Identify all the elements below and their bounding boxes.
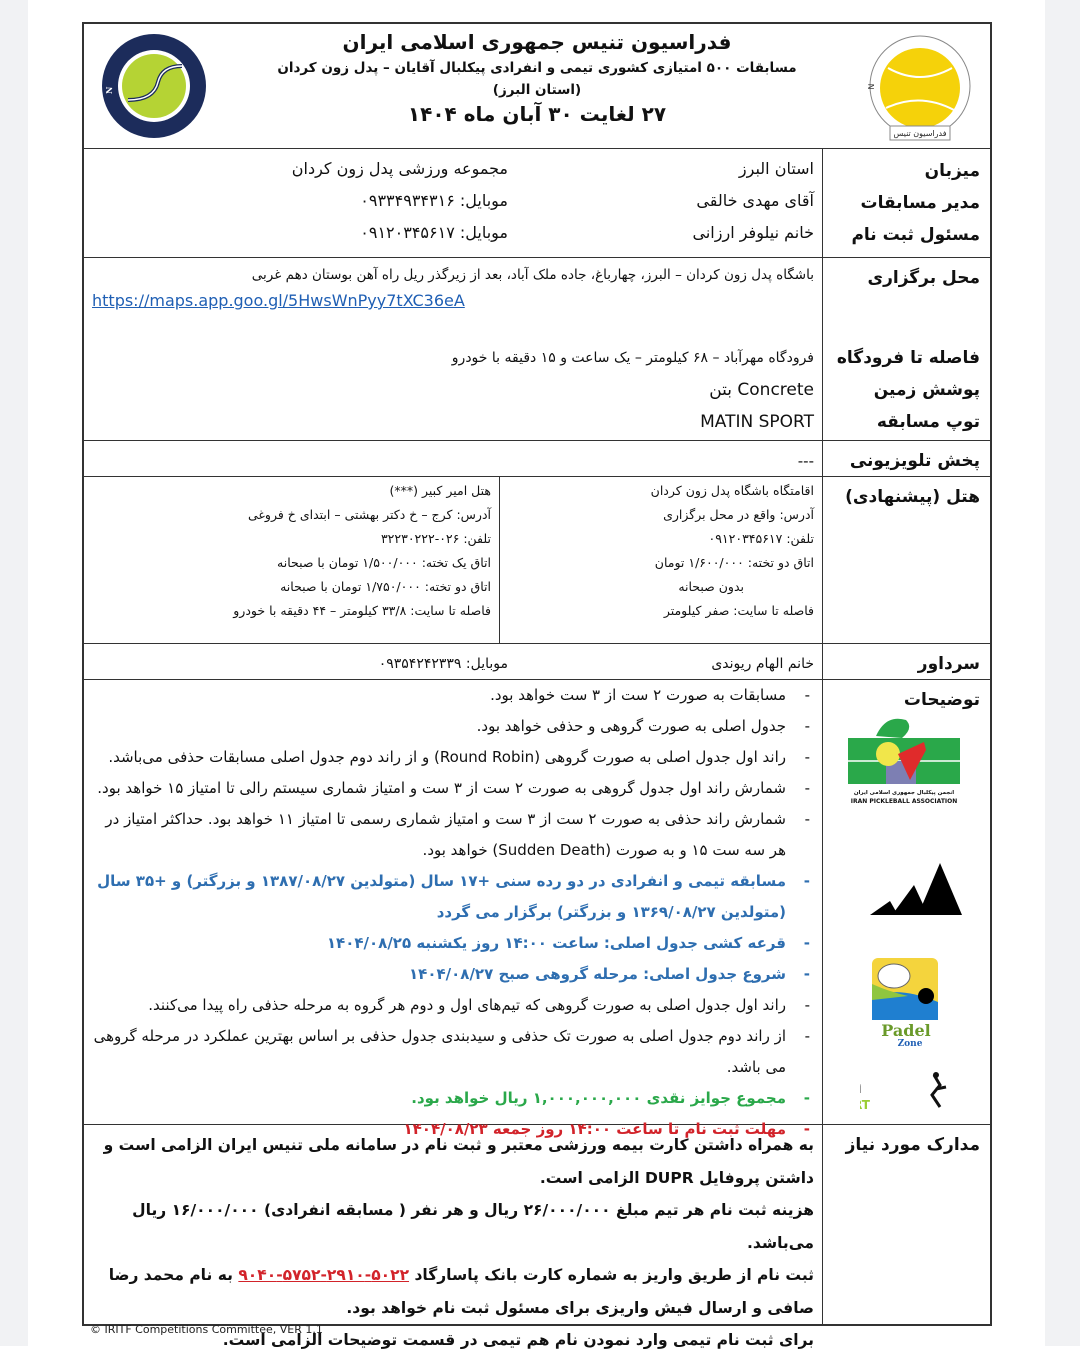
referee-name: خانم الهام ریوندی — [711, 656, 814, 672]
tennis-federation-logo — [860, 30, 980, 142]
hotel1-line: بدون صبحانه — [678, 579, 744, 594]
note-item: - جدول اصلی به صورت گروهی و حذفی خواهد بود. — [476, 717, 810, 735]
right-margin-strip — [1045, 0, 1080, 1346]
hotel1-line: اتاق دو تخته: ۱/۶۰۰/۰۰۰ تومان — [654, 555, 814, 570]
federation-logo-caption: فدراسیون تنیس — [893, 129, 947, 138]
tv-value: --- — [797, 452, 814, 470]
host-value: استان البرز — [738, 159, 814, 178]
page-title: فدراسیون تنیس جمهوری اسلامی ایران — [342, 30, 732, 54]
notes-section — [84, 679, 990, 1138]
hotel2-line: اتاق دو تخته: ۱/۷۵۰/۰۰۰ تومان با صبحانه — [280, 579, 491, 594]
hotel2-line: تلفن: ۰۲۶-۳۲۲۳۰۲۲۲ — [380, 531, 491, 546]
note-item: - راند اول جدول اصلی به صورت گروهی (Round Robin) و از راند دوم جدول اصلی مسابقات حذفی می‌باشد. — [108, 748, 810, 766]
svg-text:Matin — [860, 1074, 862, 1098]
note-item-age-groups: - مسابقه تیمی و انفرادی در دو رده سنی +۱۷ سال (متولدین ۱۳۸۷/۰۸/۲۷ و بزرگتر) و +۳۵ سال (متولدین ۱۳۶۹/۰۸/۲۷ و بزرگتر) برگزار می گردد — [97, 872, 810, 921]
airport-distance-value: فرودگاه مهرآباد – ۶۸ کیلومتر – یک ساعت و ۱۵ دقیقه با خودرو — [451, 350, 814, 366]
surface-label: پوشش زمین — [873, 380, 980, 400]
note-item-start: - شروع جدول اصلی: مرحله گروهی صبح ۱۴۰۴/۰۸/۲۷ — [409, 965, 810, 983]
svg-text:ALBORZ TENNIS ASSOCIATION: N — [103, 86, 115, 95]
hotel1-line: آدرس: واقع در محل برگزاری — [663, 507, 814, 522]
staff-section — [84, 148, 990, 257]
registrar-value: خانم نیلوفر ارزانی — [692, 223, 814, 242]
svg-text:Padel: Padel — [881, 1021, 931, 1040]
province: (استان البرز) — [492, 82, 582, 98]
note-item-deadline: - مهلت ثبت نام تا ساعت ۱۴:۰۰ روز جمعه ۱۴۰۴/۰۸/۲۳ — [403, 1120, 810, 1138]
note-item: - از راند دوم جدول اصلی به صورت تک حذفی و سیدبندی جدول حذفی بر اساس بهترین عملکرد در مرحله گروهی می باشد. — [93, 1027, 810, 1076]
svg-text:TENNIS FEDERATION ISLAMIC REPU: N — [866, 83, 877, 90]
hotel-section — [84, 476, 990, 643]
svg-text:IRAN PICKLEBALL ASSOCIATION: IRAN PICKLEBALL ASSOCIATION — [850, 798, 958, 805]
hotel2-line: فاصله تا سایت: ۳۳/۸ کیلومتر – ۴۴ دقیقه با خودرو — [233, 603, 491, 618]
hotel1-line: اقامتگاه باشگاه پدل زون کردان — [650, 483, 814, 498]
airport-distance-label: فاصله تا فرودگاه — [836, 348, 980, 368]
referee-label: سرداور — [822, 644, 990, 679]
surface-value: Concrete بتن — [709, 380, 814, 400]
hotel1-line: تلفن: ۰۹۱۲۰۳۴۵۶۱۷ — [708, 531, 814, 546]
bank-card-number: ۵۰۲۲-۲۹۱۰-۵۷۵۲-۹۰۴۰ — [238, 1266, 410, 1284]
director-value: آقای مهدی خالقی — [696, 191, 814, 210]
iran-pickleball-association-logo — [822, 714, 962, 817]
tv-section — [84, 440, 990, 476]
venue-label: محل برگزاری — [867, 268, 980, 288]
documents-line-1: به همراه داشتن کارت بیمه ورزشی معتبر و ثبت نام در سامانه ملی تنیس ایران الزامی است و داشتن پروفایل DUPR الزامی است. — [103, 1136, 814, 1187]
hotel2-line: آدرس: کرج – خ دکتر بهشتی – ابتدای خ فروغی — [247, 507, 491, 522]
map-link[interactable]: https://maps.app.goo.gl/5HwsWnPyy7tXC36eA — [92, 291, 465, 310]
tournament-dates: ۲۷ لغایت ۳۰ آبان ماه ۱۴۰۴ — [407, 102, 667, 126]
svg-text:Zone: Zone — [897, 1039, 923, 1048]
referee-section — [84, 643, 990, 679]
note-item: - شمارش راند اول جدول گروهی به صورت ۲ ست از ۳ ست و امتیاز شماری سیستم رالی تا امتیاز ۱۵ خواهد بود. — [97, 779, 810, 797]
hotel2-line: هتل امیر کبیر (***) — [389, 483, 491, 498]
matin-sport-logo — [822, 1071, 950, 1126]
documents-team-note: برای ثبت نام تیمی وارد نمودن نام هم تیمی در قسمت توضیحات الزامی است. — [222, 1331, 814, 1349]
documents-label: مدارک مورد نیاز — [822, 1125, 990, 1324]
documents-payment: ثبت نام از طریق واریز به شماره کارت بانک پاسارگاد ۵۰۲۲-۲۹۱۰-۵۷۵۲-۹۰۴۰ به نام محمد رضا صافی و ارسال فیش واریزی برای مسئول ثبت نام خواهد بود. — [108, 1266, 814, 1317]
note-item-prize: - مجموع جوایز نقدی ۱,۰۰۰,۰۰۰,۰۰۰ ریال خواهد بود. — [411, 1089, 810, 1107]
adidas-logo — [822, 857, 962, 932]
notes-list — [92, 680, 814, 1145]
notes-label: توضیحات — [903, 690, 980, 710]
svg-text:انجمن پیکلبال جمهوری اسلامی ای: انجمن پیکلبال جمهوری اسلامی ایران — [853, 790, 955, 796]
note-item: - راند اول جدول اصلی به صورت گروهی که تیم‌های اول و دوم هر گروه به مرحله حذفی راه پیدا می‌کنند. — [148, 996, 810, 1014]
padel-zone-logo — [822, 956, 940, 1059]
hotel2-line: اتاق یک تخته: ۱/۵۰۰/۰۰۰ تومان با صبحانه — [277, 555, 491, 570]
left-margin-strip — [0, 0, 28, 1346]
tournament-subtitle: مسابقات ۵۰۰ امتیازی کشوری تیمی و انفرادی پیکلبال آقایان – پدل زون کردان — [277, 60, 797, 76]
hotel-option-2 — [84, 477, 499, 643]
ball-value: MATIN SPORT — [700, 412, 814, 432]
host-label: میزبان — [924, 161, 980, 181]
hotel1-line: فاصله تا سایت: صفر کیلومتر — [663, 603, 814, 618]
registrar-mobile: موبایل: ۰۹۱۲۰۳۴۵۶۱۷ — [360, 223, 508, 242]
director-mobile: موبایل: ۰۹۳۳۴۹۳۴۳۱۶ — [360, 191, 508, 210]
referee-mobile: موبایل: ۰۹۳۵۴۲۴۲۳۳۹ — [378, 656, 508, 672]
registrar-label: مسئول ثبت نام — [851, 225, 980, 245]
host-venue: مجموعه ورزشی پدل زون کردان — [291, 159, 508, 178]
ball-label: توپ مسابقه — [876, 412, 980, 432]
header — [84, 24, 990, 148]
note-item-draw: - قرعه کشی جدول اصلی: ساعت ۱۴:۰۰ روز یکشنبه ۱۴۰۴/۰۸/۲۵ — [326, 934, 810, 952]
footer-copyright: © IRITF Competitions Committee, VER 1.1 — [90, 1323, 323, 1336]
note-item: - شمارش راند حذفی به صورت ۲ ست از ۳ ست و امتیاز شماری رسمی تا امتیاز ۱۱ خواهد بود. حداکثر امتیاز در هر سه ست ۱۵ و به صورت (Sudden Death) خواهد بود. — [105, 810, 810, 859]
alborz-tennis-association-logo — [98, 30, 210, 142]
director-label: مدیر مسابقات — [860, 193, 980, 213]
hotel-option-1 — [499, 477, 822, 643]
venue-address: باشگاه پدل زون کردان – البرز، چهارباغ، جاده ملک آباد، بعد از زیرگذر ریل راه آهن بوستان دهم غربی — [251, 267, 814, 283]
tv-label: پخش تلویزیونی — [822, 441, 990, 476]
venue-section — [84, 257, 990, 440]
svg-text:SPORT: T — [861, 1098, 870, 1112]
hotel-label: هتل (پیشنهادی) — [822, 477, 990, 643]
sponsor-logos — [822, 714, 990, 1126]
documents-fee: هزینه ثبت نام هر تیم مبلغ ۲۶/۰۰۰/۰۰۰ ریال و هر نفر ( مسابقه انفرادی) ۱۶/۰۰۰/۰۰۰ ریال می‌باشد. — [132, 1201, 814, 1252]
note-item: - مسابقات به صورت ۲ ست از ۳ ست خواهد بود. — [490, 686, 810, 704]
